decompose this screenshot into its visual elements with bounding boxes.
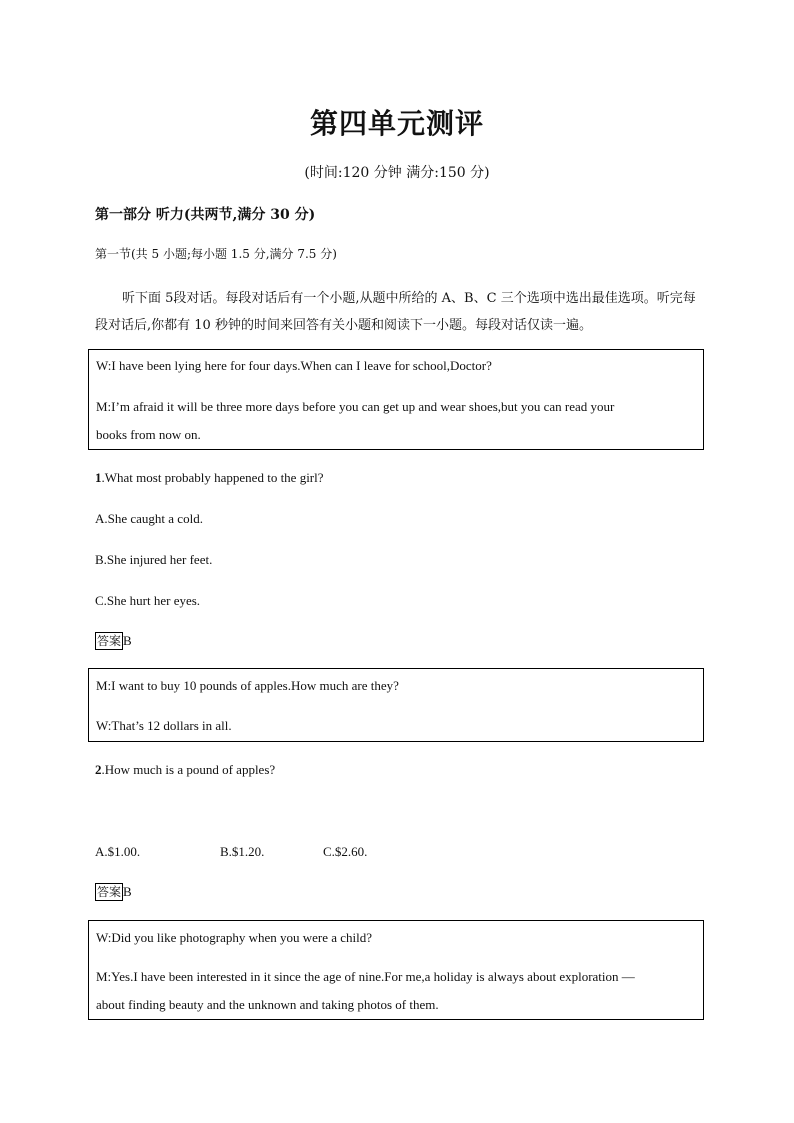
page-title: 第四单元测评 [309,107,484,140]
option-c: C.$2.60. [323,844,368,859]
exam-time-score: (时间:120 分钟 满分:150 分) [304,165,490,181]
option-b: B.$1.20. [220,844,265,859]
part-heading: 第一部分 听力(共两节,满分 30 分) [95,207,316,223]
dialogue-line: M:I want to buy 10 pounds of apples.How much are they? [96,678,399,693]
answer-tag: 答案 [97,885,122,899]
option-a: A.$1.00. [95,844,141,859]
option-c: C.She hurt her eyes. [95,593,201,608]
dialogue-line: M:Yes.I have been interested in it since the age of nine.For me,a holiday is always about exploration — [96,969,635,984]
option-b: B.She injured her feet. [95,552,213,567]
answer-value: B [123,884,132,899]
question-number: 1 [95,470,102,485]
answer-tag: 答案 [97,634,122,648]
option-a: A.She caught a cold. [95,511,203,526]
answer-1 [95,632,132,650]
dialogue-box-3 [88,920,704,1020]
instruction-text: 听下面 5段对话。每段对话后有一个小题,从题中所给的 A、B、C 三个选项中选出最佳选项。听完每段对话后,你都有 10 秒钟的时间来回答有关小题和阅读下一小题。每段对话仅读一遍。 [95,291,696,333]
dialogue-line: W:I have been lying here for four days.When can I leave for school,Doctor? [96,358,492,373]
dialogue-line: M:I’m afraid it will be three more days before you can get up and wear shoes,but you can read your [96,399,615,414]
dialogue-box-1 [88,349,704,450]
question-1 [95,470,324,486]
section-heading: 第一节(共 5 小题;每小题 1.5 分,满分 7.5 分) [95,247,337,261]
dialogue-line: W:Did you like photography when you were a child? [96,930,373,945]
dialogue-line: about finding beauty and the unknown and taking photos of them. [96,997,439,1012]
question-text: .How much is a pound of apples? [101,762,276,777]
question-number: 2 [95,762,102,777]
dialogue-box-2 [88,668,704,742]
answer-2 [95,883,132,901]
dialogue-line: W:That’s 12 dollars in all. [96,718,232,733]
answer-value: B [123,633,132,648]
dialogue-line: books from now on. [96,427,201,442]
question-2 [95,762,275,778]
question-text: .What most probably happened to the girl? [101,470,324,485]
